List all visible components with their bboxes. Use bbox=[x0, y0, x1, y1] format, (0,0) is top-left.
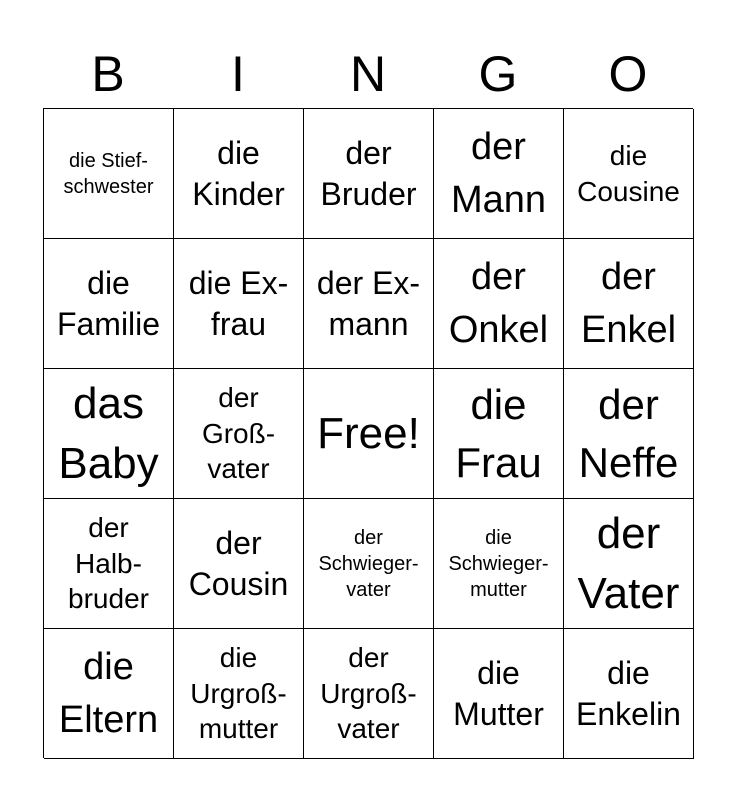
bingo-cell-r4c3[interactable]: der Schwieger- vater bbox=[304, 499, 434, 629]
bingo-cell-r3c1[interactable]: das Baby bbox=[44, 369, 174, 499]
bingo-cell-r3c2[interactable]: der Groß- vater bbox=[174, 369, 304, 499]
bingo-cell-r2c1[interactable]: die Familie bbox=[44, 239, 174, 369]
bingo-cell-r3c5[interactable]: der Neffe bbox=[564, 369, 694, 499]
bingo-cell-r1c1[interactable]: die Stief- schwester bbox=[44, 109, 174, 239]
bingo-cell-r5c4[interactable]: die Mutter bbox=[434, 629, 564, 759]
bingo-cell-r5c3[interactable]: der Urgroß- vater bbox=[304, 629, 434, 759]
bingo-cell-r2c3[interactable]: der Ex- mann bbox=[304, 239, 434, 369]
header-letter-n: N bbox=[349, 46, 387, 102]
bingo-cell-r2c2[interactable]: die Ex- frau bbox=[174, 239, 304, 369]
bingo-cell-r2c4[interactable]: der Onkel bbox=[434, 239, 564, 369]
header-letter-o: O bbox=[608, 46, 648, 102]
bingo-cell-free[interactable]: Free! bbox=[304, 369, 434, 499]
bingo-cell-r5c5[interactable]: die Enkelin bbox=[564, 629, 694, 759]
bingo-cell-r5c1[interactable]: die Eltern bbox=[44, 629, 174, 759]
bingo-cell-r1c2[interactable]: die Kinder bbox=[174, 109, 304, 239]
bingo-cell-r4c4[interactable]: die Schwieger- mutter bbox=[434, 499, 564, 629]
bingo-card-grid bbox=[43, 108, 693, 758]
header-letter-g: G bbox=[478, 46, 518, 102]
header-letter-b: B bbox=[91, 46, 125, 102]
bingo-cell-r5c2[interactable]: die Urgroß- mutter bbox=[174, 629, 304, 759]
bingo-cell-r4c2[interactable]: der Cousin bbox=[174, 499, 304, 629]
bingo-cell-r2c5[interactable]: der Enkel bbox=[564, 239, 694, 369]
bingo-cell-r3c4[interactable]: die Frau bbox=[434, 369, 564, 499]
bingo-cell-r4c1[interactable]: der Halb- bruder bbox=[44, 499, 174, 629]
header-letter-i: I bbox=[231, 46, 245, 102]
bingo-cell-r1c5[interactable]: die Cousine bbox=[564, 109, 694, 239]
bingo-cell-r1c3[interactable]: der Bruder bbox=[304, 109, 434, 239]
bingo-cell-r4c5[interactable]: der Vater bbox=[564, 499, 694, 629]
bingo-cell-r1c4[interactable]: der Mann bbox=[434, 109, 564, 239]
bingo-header bbox=[43, 40, 693, 108]
